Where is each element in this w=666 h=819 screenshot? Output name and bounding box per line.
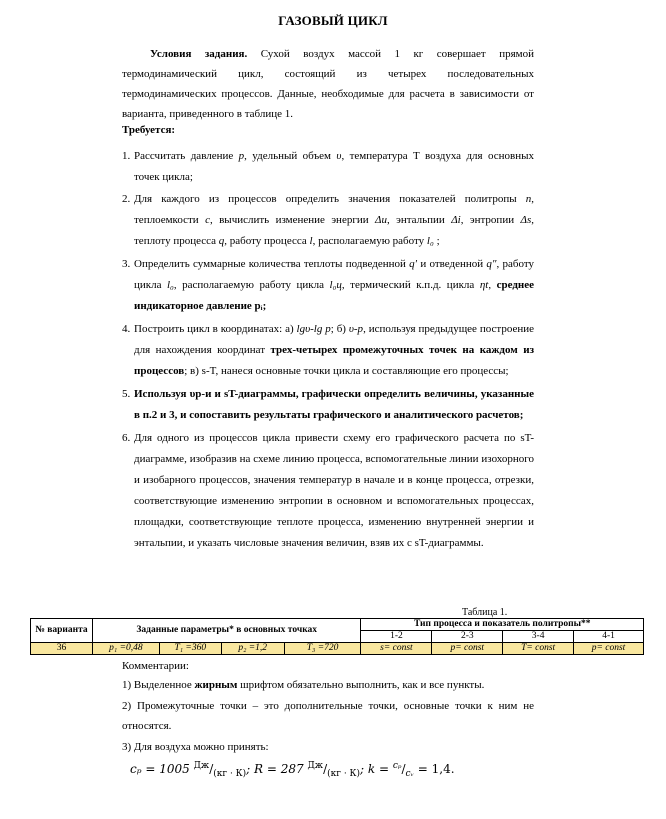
- table-caption: Таблица 1.: [462, 607, 508, 618]
- formula-line: cₚ = 1005 $^{Дж}/_{(кг \cdot К)}$; R = 287 $^{Дж}/_{(кг \cdot К)}$; $k = ^{c_p}/_{cᵥ} = 1,4$.: [130, 761, 455, 779]
- proc-header: 2-3: [432, 631, 503, 643]
- param-cell: p₂ =1,2: [221, 643, 284, 655]
- list-item: 3. Определить суммарные количества теплоты подведенной q′ и отведенной q″, работу цикла l₀, располагаемую работу цикла l₀ц, термический к.п.д. цикла ηt, среднее индикаторное давление pᵢ;: [122, 258, 535, 312]
- col-params-header: Заданные параметры* в основных точках: [92, 619, 361, 643]
- task-list: [122, 146, 534, 556]
- proc-cell: p= const: [432, 643, 503, 655]
- proc-cell: s= const: [361, 643, 432, 655]
- param-cell: T₁ =360: [159, 643, 221, 655]
- page-title: ГАЗОВЫЙ ЦИКЛ: [278, 13, 388, 28]
- comments-block: [122, 657, 534, 757]
- list-item: 1. Рассчитать давление p, удельный объем υ, температура T воздуха для основных точек цикла;: [122, 150, 535, 183]
- comments-title: Комментарии:: [122, 660, 189, 672]
- param-cell: p₁ =0,48: [92, 643, 159, 655]
- list-item: 4. Построить цикл в координатах: а) lgυ-lg p; б) υ-p, используя предыдущее построение для нахождения координат трех-четырех промежуточных точек на каждом из процессов; в) s-T, нанеся основные точки цикла и составляющие его процессы;: [122, 323, 534, 377]
- list-item: 2. Для каждого из процессов определить значения показателей политропы n, теплоемкости c, вычислить изменение энергии Δu, энтальпии Δi, энтропии Δs, теплоту процесса q, работу процесса l, располагаемую работу l₀ ;: [122, 193, 534, 247]
- conditions-paragraph: [122, 44, 534, 124]
- comment-3: 3) Для воздуха можно принять:: [122, 740, 269, 753]
- col-process-header: Тип процесса и показатель политропы**: [361, 619, 644, 631]
- proc-cell: T= const: [503, 643, 574, 655]
- conditions-text: Сухой воздух массой 1 кг совершает прямой термодинамический цикл, состоящий из четырех последовательных термодинамических процессов. Данные, необходимые для расчета в зависимости от варианта, приведенного в таблице 1.: [122, 48, 535, 120]
- requires-heading: Требуется:: [122, 124, 176, 136]
- proc-header: 4-1: [574, 631, 644, 643]
- col-variant-header: № варианта: [31, 619, 93, 643]
- variant-cell: 36: [31, 643, 93, 655]
- variant-table: [30, 618, 644, 655]
- list-item: 6. Для одного из процессов цикла привести схему его графического расчета по sT-диаграмме, изобразив на схеме линию процесса, вспомогательные линии изохорного и изобарного процессов, значения температур в начале и в конце процесса, отрезки, соответствующие изменению энтропии в основном и вспомогательных процессах, площадки, соответствующие теплоте процесса, изменению внутренней энергии и энтальпии, и указать числовые значения величин, взяв их с sT-диаграммы.: [122, 432, 534, 549]
- conditions-label: Условия задания.: [150, 48, 248, 60]
- param-cell: T₃ =720: [284, 643, 361, 655]
- proc-header: 3-4: [503, 631, 574, 643]
- table-row: [31, 643, 644, 655]
- proc-cell: p= const: [574, 643, 644, 655]
- comment-1: 1) Выделенное жирным шрифтом обязательно выполнить, как и все пункты.: [122, 679, 485, 691]
- comment-2: 2) Промежуточные точки – это дополнительные точки, основные точки к ним не относятся.: [122, 699, 534, 732]
- list-item: 5. Используя υp-и и sT-диаграммы, графически определить величины, указанные в п.2 и 3, и сопоставить результаты графического и аналитического расчетов;: [122, 388, 534, 421]
- proc-header: 1-2: [361, 631, 432, 643]
